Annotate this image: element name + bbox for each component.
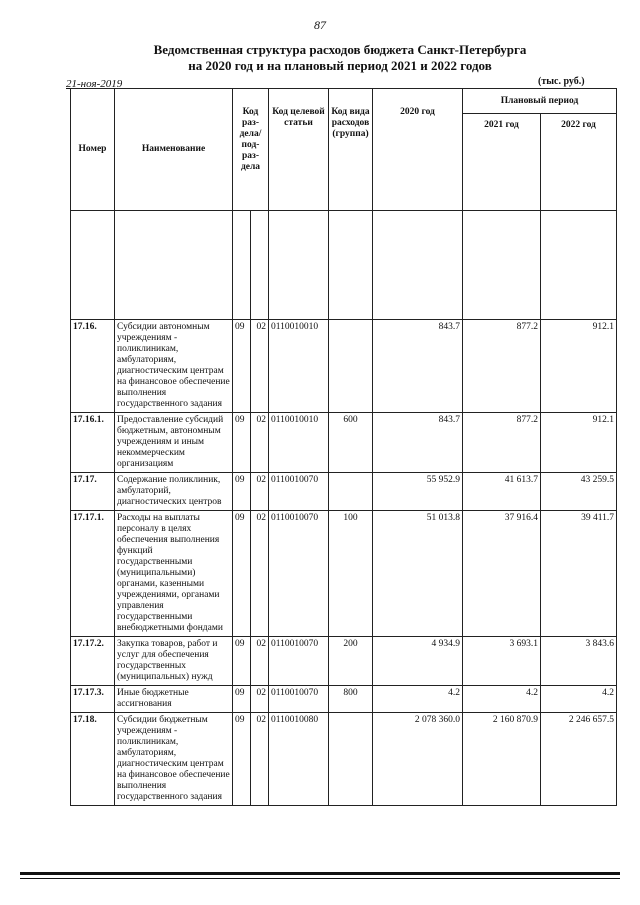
- row-amount-2021: 3 693.1: [463, 637, 541, 686]
- row-kind-code: 600: [329, 413, 373, 473]
- row-amount-2020: 843.7: [373, 320, 463, 413]
- row-subsection: 02: [251, 511, 269, 637]
- row-kind-code: [329, 473, 373, 511]
- row-amount-2021: 877.2: [463, 413, 541, 473]
- header-2022: 2022 год: [541, 114, 617, 211]
- row-amount-2021: 877.2: [463, 320, 541, 413]
- row-name: Закупка товаров, работ и услуг для обеспечения государственных (муниципальных) нужд: [115, 637, 233, 686]
- header-2020: 2020 год: [373, 89, 463, 211]
- row-target-code: 0110010070: [269, 686, 329, 713]
- row-target-code: 0110010010: [269, 413, 329, 473]
- row-target-code: 0110010080: [269, 713, 329, 806]
- row-amount-2021: 4.2: [463, 686, 541, 713]
- table-row: [71, 637, 617, 686]
- units-label: (тыс. руб.): [538, 76, 585, 87]
- row-section: 09: [233, 511, 251, 637]
- row-kind-code: 100: [329, 511, 373, 637]
- row-amount-2020: 4.2: [373, 686, 463, 713]
- row-subsection: 02: [251, 637, 269, 686]
- row-subsection: 02: [251, 473, 269, 511]
- row-subsection: 02: [251, 713, 269, 806]
- row-amount-2020: 2 078 360.0: [373, 713, 463, 806]
- title-line-2: на 2020 год и на плановый период 2021 и 2022 годов: [188, 58, 492, 73]
- table-row: [71, 686, 617, 713]
- row-kind-code: 200: [329, 637, 373, 686]
- document-date: 21-ноя-2019: [66, 78, 123, 90]
- row-amount-2021: 2 160 870.9: [463, 713, 541, 806]
- table-row: [71, 413, 617, 473]
- row-number: 17.17.1.: [71, 511, 115, 637]
- row-name: Предоставление субсидий бюджетным, автономным учреждениям и иным некоммерческим организациям: [115, 413, 233, 473]
- row-name: Расходы на выплаты персоналу в целях обеспечения выполнения функций государственными (муниципальными) органами, казенными учреждениями, органами управления государственными внебюджетными фондами: [115, 511, 233, 637]
- row-target-code: 0110010070: [269, 473, 329, 511]
- row-target-code: 0110010070: [269, 637, 329, 686]
- header-name: Наименование: [115, 89, 233, 211]
- row-target-code: 0110010010: [269, 320, 329, 413]
- row-amount-2022: 39 411.7: [541, 511, 617, 637]
- row-name: Субсидии бюджетным учреждениям - поликлиникам, амбулаториям, диагностическим центрам на финансовое обеспечение выполнения государственного задания: [115, 713, 233, 806]
- row-name: Субсидии автономным учреждениям - поликлиникам, амбулаториям, диагностическим центрам на финансовое обеспечение выполнения государственного задания: [115, 320, 233, 413]
- row-amount-2021: 41 613.7: [463, 473, 541, 511]
- row-amount-2021: 37 916.4: [463, 511, 541, 637]
- row-number: 17.17.: [71, 473, 115, 511]
- header-number: Номер: [71, 89, 115, 211]
- row-name: Иные бюджетные ассигнования: [115, 686, 233, 713]
- table-row: [71, 511, 617, 637]
- row-kind-code: 800: [329, 686, 373, 713]
- row-amount-2020: 51 013.8: [373, 511, 463, 637]
- row-name: Содержание поликлиник, амбулаторий, диагностических центров: [115, 473, 233, 511]
- header-2021: 2021 год: [463, 114, 541, 211]
- row-number: 17.18.: [71, 713, 115, 806]
- row-amount-2022: 4.2: [541, 686, 617, 713]
- table-row: [71, 320, 617, 413]
- footer-rule-thin: [20, 878, 620, 879]
- table-body: [71, 211, 617, 806]
- row-section: 09: [233, 637, 251, 686]
- row-section: 09: [233, 713, 251, 806]
- row-number: 17.16.1.: [71, 413, 115, 473]
- row-kind-code: [329, 713, 373, 806]
- row-section: 09: [233, 320, 251, 413]
- row-amount-2022: 2 246 657.5: [541, 713, 617, 806]
- table-row: [71, 713, 617, 806]
- row-number: 17.17.3.: [71, 686, 115, 713]
- row-kind-code: [329, 320, 373, 413]
- row-subsection: 02: [251, 320, 269, 413]
- row-section: 09: [233, 473, 251, 511]
- row-amount-2020: 55 952.9: [373, 473, 463, 511]
- document-title: [60, 42, 620, 74]
- row-target-code: 0110010070: [269, 511, 329, 637]
- row-section: 09: [233, 413, 251, 473]
- row-amount-2020: 843.7: [373, 413, 463, 473]
- spacer-row: [71, 211, 617, 320]
- row-amount-2020: 4 934.9: [373, 637, 463, 686]
- header-target: Код целевой статьи: [269, 89, 329, 211]
- row-amount-2022: 3 843.6: [541, 637, 617, 686]
- row-amount-2022: 912.1: [541, 320, 617, 413]
- row-number: 17.16.: [71, 320, 115, 413]
- title-line-1: Ведомственная структура расходов бюджета Санкт-Петербурга: [153, 42, 527, 57]
- page-number: 87: [314, 18, 326, 32]
- header-kind: Код вида расходов (группа): [329, 89, 373, 211]
- row-subsection: 02: [251, 413, 269, 473]
- row-section: 09: [233, 686, 251, 713]
- row-number: 17.17.2.: [71, 637, 115, 686]
- table-row: [71, 473, 617, 511]
- row-amount-2022: 43 259.5: [541, 473, 617, 511]
- footer-rule: [20, 872, 620, 875]
- budget-table: [70, 88, 617, 806]
- row-amount-2022: 912.1: [541, 413, 617, 473]
- header-section: Код раз-дела/ под-раз-дела: [233, 89, 269, 211]
- row-subsection: 02: [251, 686, 269, 713]
- header-planned: Плановый период: [463, 89, 617, 114]
